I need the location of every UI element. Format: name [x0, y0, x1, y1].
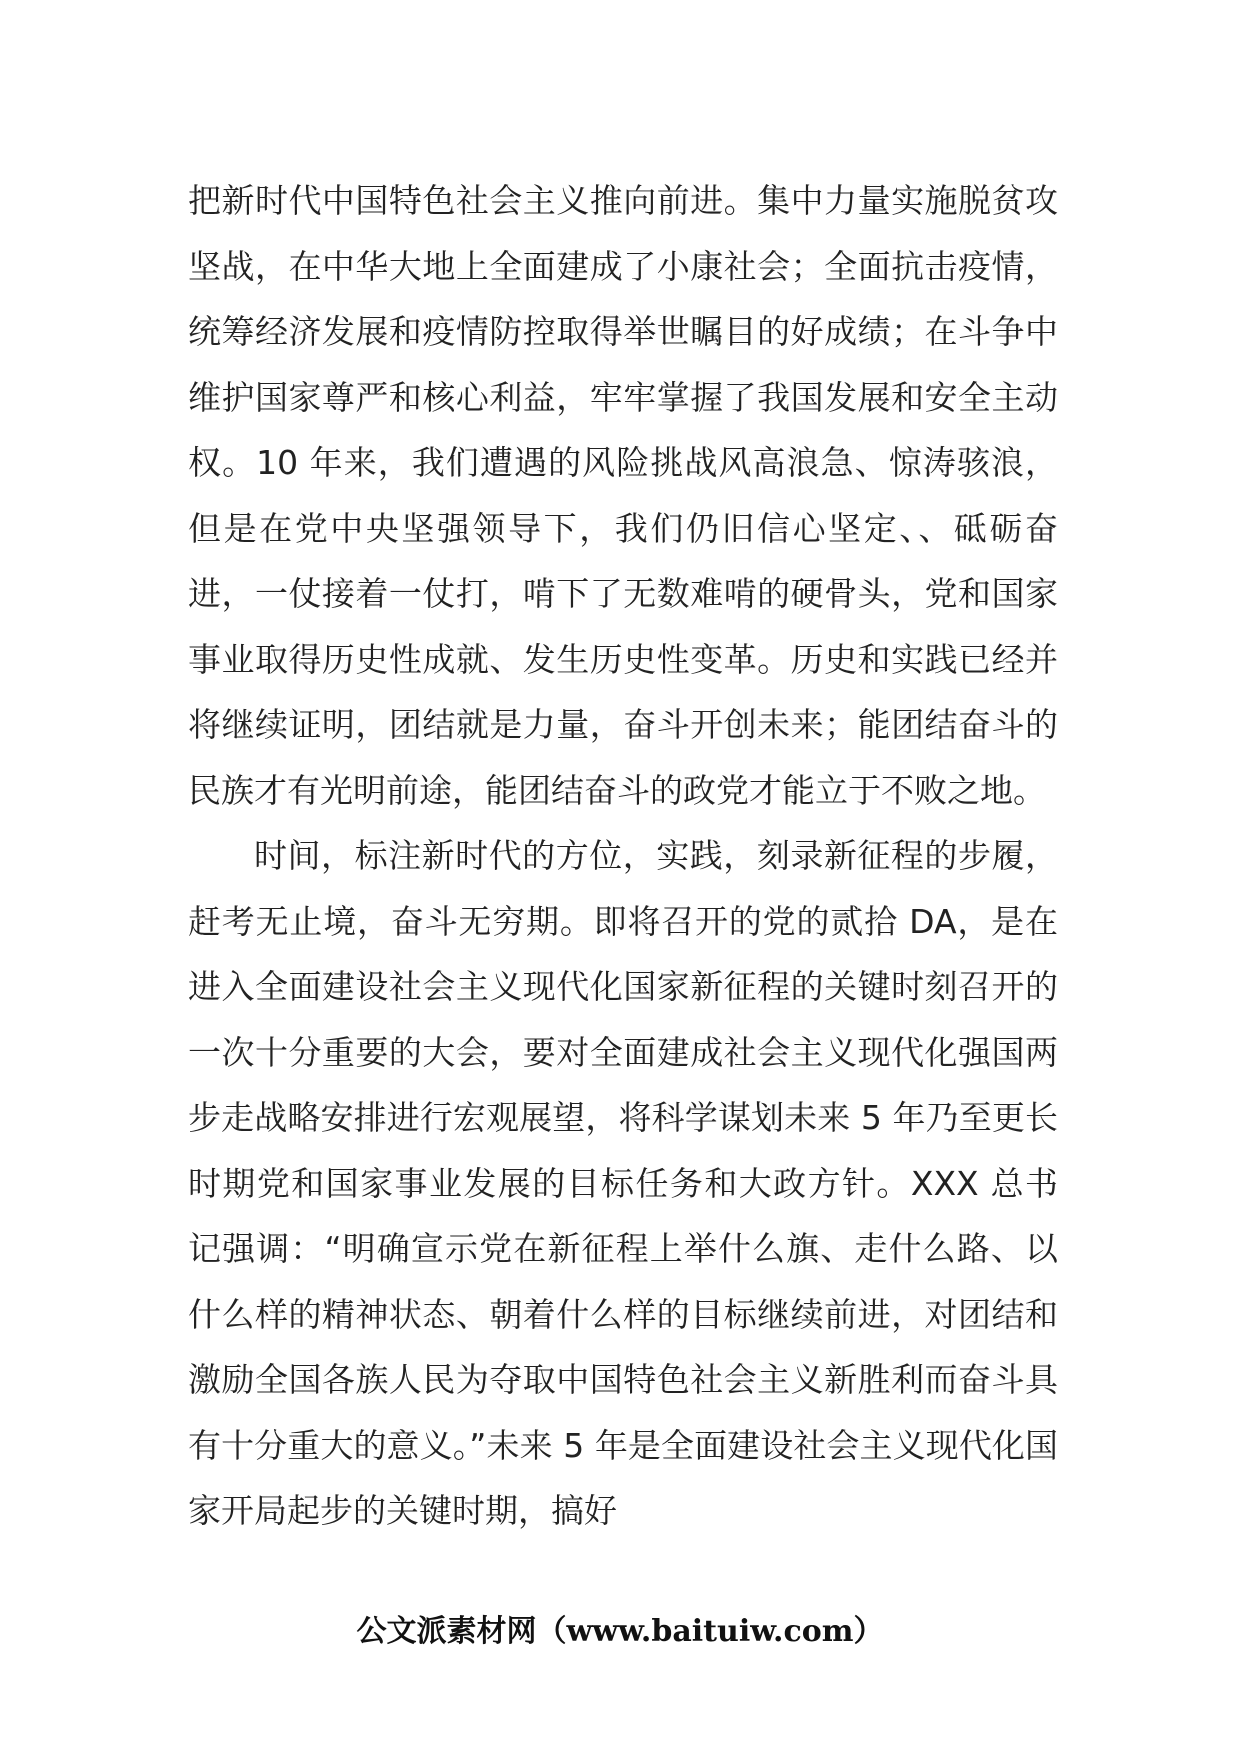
paragraph-2: 时间，标注新时代的方位，实践，刻录新征程的步履，赶考无止境，奋斗无穷期。即将召开的党的贰拾 DA，是在进入全面建设社会主义现代化国家新征程的关键时刻召开的一次十分重要的大会，要对全面建成社会主义现代化强国两步走战略安排进行宏观展望，将科学谋划未来 5 年乃至更长时期党和国家事业发展的目标任务和大政方针。XXX 总书记强调：“明确宣示党在新征程上举什么旗、走什么路、以什么样的精神状态、朝着什么样的目标继续前进，对团结和激励全国各族人民为夺取中国特色社会主义新胜利而奋斗具有十分重大的意义。”未来 5 年是全面建设社会主义现代化国家开局起步的关键时期，搞好 — [188, 836, 1058, 1530]
document-body — [188, 168, 1058, 1544]
footer-watermark: 公文派素材网（www.baituiw.com） — [356, 1614, 884, 1649]
paragraph-1: 把新时代中国特色社会主义推向前进。集中力量实施脱贫攻坚战，在中华大地上全面建成了小康社会；全面抗击疫情，统筹经济发展和疫情防控取得举世瞩目的好成绩；在斗争中维护国家尊严和核心利益，牢牢掌握了我国发展和安全主动权。10 年来，我们遭遇的风险挑战风高浪急、惊涛骇浪，但是在党中央坚强领导下，我们仍旧信心坚定、、砥砺奋进，一仗接着一仗打，啃下了无数难啃的硬骨头，党和国家事业取得历史性成就、发生历史性变革。历史和实践已经并将继续证明，团结就是力量，奋斗开创未来；能团结奋斗的民族才有光明前途，能团结奋斗的政党才能立于不败之地。 — [188, 181, 1058, 810]
